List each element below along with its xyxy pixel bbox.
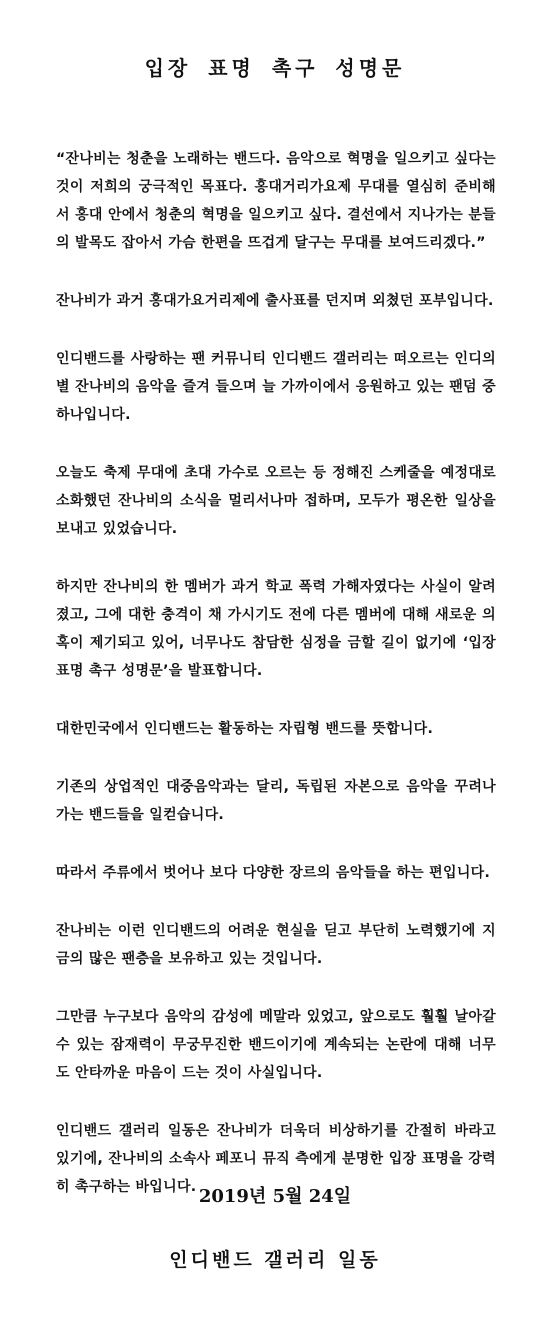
paragraph-2: 잔나비가 과거 홍대가요거리제에 출사표를 던지며 외쳤던 포부입니다.	[56, 293, 494, 309]
document-date: 2019년 5월 24일	[198, 1186, 352, 1207]
paragraph-11: 인디밴드 갤러리 일동은 잔나비가 더욱더 비상하기를 간절히 바라고 있기에, 잔나비의 소속사 페포니 뮤직 측에게 분명한 입장 표명을 강력히 촉구하는 바입니다.	[56, 1123, 496, 1195]
paragraph-8: 따라서 주류에서 벗어나 보다 다양한 장르의 음악들을 하는 편입니다.	[56, 865, 491, 881]
paragraph-5: 하지만 잔나비의 한 멤버가 과거 학교 폭력 가해자였다는 사실이 알려졌고, 그에 대한 충격이 채 가시기도 전에 다른 멤버에 대해 새로운 의혹이 제기되고 있어, 너무나도 참담한 심정을 금할 길이 없기에 ‘입장 표명 촉구 성명문’을 발표합니다.	[56, 579, 496, 679]
paragraph-10: 그만큼 누구보다 음악의 감성에 메말라 있었고, 앞으로도 훨훨 날아갈 수 있는 잠재력이 무궁무진한 밴드이기에 계속되는 논란에 대해 너무도 안타까운 마음이 드는 것이 사실입니다.	[56, 1009, 496, 1081]
paragraph-1: “잔나비는 청춘을 노래하는 밴드다. 음악으로 혁명을 일으키고 싶다는 것이 저희의 궁극적인 목표다. 홍대거리가요제 무대를 열심히 준비해서 홍대 안에서 청춘의 혁명을 일으키고 싶다. 결선에서 지나가는 분들의 발목도 잡아서 가슴 한편을 뜨겁게 달구는 무대를 보여드리겠다.”	[56, 151, 496, 251]
document-signer: 인디밴드 갤러리 일동	[169, 1249, 381, 1271]
document-title: 입장 표명 촉구 성명문	[144, 56, 406, 80]
paragraph-4: 오늘도 축제 무대에 초대 가수로 오르는 등 정해진 스케줄을 예정대로 소화했던 잔나비의 소식을 멀리서나마 접하며, 모두가 평온한 일상을 보내고 있었습니다.	[56, 465, 496, 537]
paragraph-6: 대한민국에서 인디밴드는 활동하는 자립형 밴드를 뜻합니다.	[56, 721, 434, 737]
document-body	[56, 145, 496, 1231]
paragraph-9: 잔나비는 이런 인디밴드의 어려운 현실을 딛고 부단히 노력했기에 지금의 많은 팬층을 보유하고 있는 것입니다.	[56, 923, 496, 967]
paragraph-7: 기존의 상업적인 대중음악과는 달리, 독립된 자본으로 음악을 꾸려나가는 밴드들을 일컫습니다.	[56, 779, 496, 823]
paragraph-3: 인디밴드를 사랑하는 팬 커뮤니티 인디밴드 갤러리는 떠오르는 인디의 별 잔나비의 음악을 즐겨 들으며 늘 가까이에서 응원하고 있는 팬덤 중 하나입니다.	[56, 351, 496, 423]
